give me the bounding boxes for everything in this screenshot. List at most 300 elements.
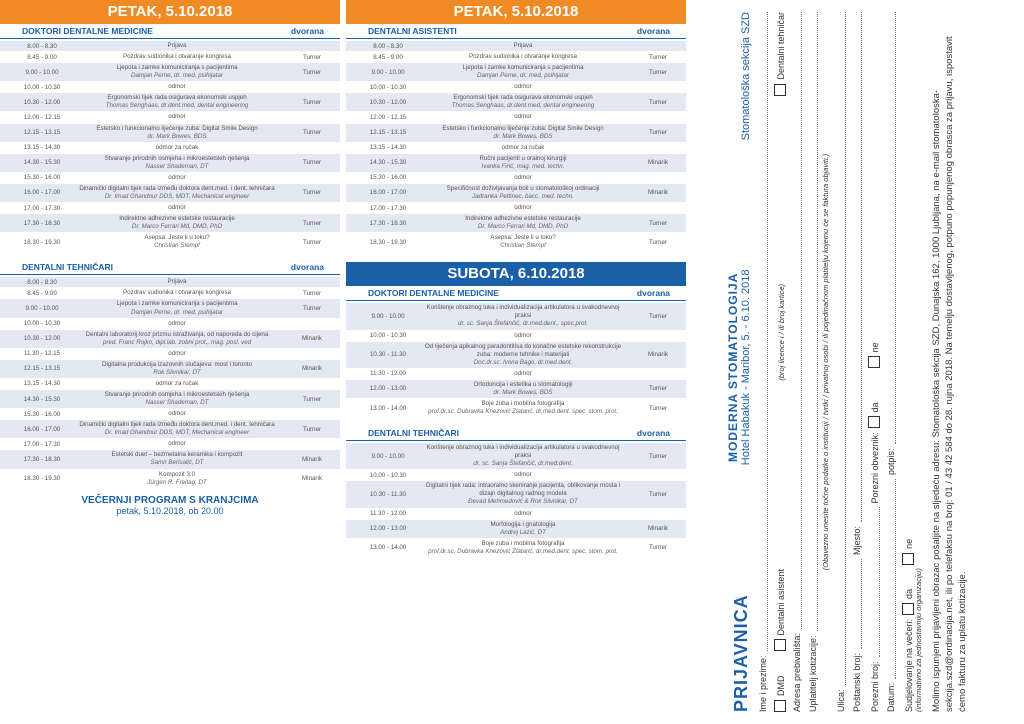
form-footer: Molimo ispunjeni prijavljeni obrazac pošaljite na sljedeću adresu: Stomatološka sekcija SZD, Dunajska 162, 1000 Ljubljana, na e-mail stomatoloska-sekcija.szd@ordinacija.net, ili po telefaksu na broj: 01 / 43 42 584 do 28. rujna 2018. Na temelju dostavljenog, potpuno popunjenog obrasca za prijavu, ispostavit ćemo fakturu za uplatu kotizacije. xyxy=(931,36,968,712)
left-program-column xyxy=(0,0,340,516)
place-label: Mjesto: xyxy=(852,525,862,555)
registration-form xyxy=(688,0,1024,724)
row-description xyxy=(70,360,284,378)
row-time: 8.45 - 9.00 xyxy=(0,288,70,298)
row-title: odmor xyxy=(514,471,532,479)
section-header xyxy=(346,24,686,39)
row-hall: Turner xyxy=(630,52,686,62)
row-speaker: Jürgen R. Freitag, DT xyxy=(147,478,207,486)
schedule-table xyxy=(346,442,686,558)
row-title: Estetsko i funkcionalno liječenje zuba: Digital Smile Design xyxy=(96,124,258,132)
row-description xyxy=(70,439,284,449)
row-hall: Minarik xyxy=(284,330,340,348)
schedule-row xyxy=(0,299,340,317)
row-hall: Turner xyxy=(284,214,340,232)
schedule-row xyxy=(346,82,686,92)
dinner-row xyxy=(902,12,914,712)
schedule-row xyxy=(0,420,340,438)
row-speaker: dr. Mark Bowes, BDS xyxy=(147,132,207,140)
dinner-no-checkbox[interactable] xyxy=(902,553,914,565)
row-time: 17.30 - 18.30 xyxy=(346,214,416,232)
row-title: Estetsko i funkcionalno liječenje zuba: Digital Smile Design xyxy=(442,124,604,132)
row-title: odmor xyxy=(168,319,186,327)
row-hall: Turner xyxy=(630,214,686,232)
row-description xyxy=(70,124,284,142)
schedule-row xyxy=(346,63,686,81)
row-title: Prijava xyxy=(167,42,187,49)
registration-form-panel xyxy=(688,0,1024,724)
row-speaker: Dr. Imad Ghandour DDS, MDT, Mechanical engineer xyxy=(104,429,250,437)
mid-sections xyxy=(346,24,686,252)
row-hall: Turner xyxy=(284,124,340,142)
row-speaker: Jadranka Pettinec, bacc. med. techn. xyxy=(472,192,574,200)
row-hall: Turner xyxy=(630,303,686,329)
day-header-friday: PETAK, 5.10.2018 xyxy=(0,0,340,24)
row-hall: Turner xyxy=(284,288,340,298)
row-speaker: dr. sc. Sanja Štefančić, dr.med.dent., spec.prot. xyxy=(458,320,588,328)
row-speaker: Dr. Imad Ghandour DDS, MDT, Mechanical engineer xyxy=(104,192,250,200)
row-description xyxy=(416,520,630,538)
row-title: Pozdrav sudionika i otvaranje kongresa xyxy=(122,53,231,61)
row-speaker: Christian Stempf xyxy=(500,242,546,250)
technician-checkbox[interactable] xyxy=(774,84,786,96)
schedule-row xyxy=(0,330,340,348)
row-hall: Turner xyxy=(284,390,340,408)
row-time: 11.30 - 12.00 xyxy=(346,509,416,519)
dmd-checkbox[interactable] xyxy=(774,700,786,712)
row-description xyxy=(70,330,284,348)
row-time: 17.30 - 18.30 xyxy=(0,214,70,232)
row-time: 8.45 - 9.00 xyxy=(0,52,70,62)
row-hall: Minarik xyxy=(630,184,686,202)
schedule-row xyxy=(346,154,686,172)
date-label: Datum: xyxy=(886,682,896,712)
schedule-row xyxy=(0,63,340,81)
schedule-row xyxy=(346,303,686,329)
row-description xyxy=(416,173,630,183)
row-title: odmor xyxy=(168,83,186,91)
row-time: 17.00 - 17.30 xyxy=(0,439,70,449)
row-title: odmor xyxy=(514,173,532,181)
row-time: 17.00 - 17.30 xyxy=(0,203,70,213)
hall-column-label: dvorana xyxy=(636,428,670,439)
tax-label: Porezni broj: xyxy=(870,661,880,712)
schedule-row xyxy=(0,112,340,122)
dinner-yes-checkbox[interactable] xyxy=(902,603,914,615)
schedule-row xyxy=(0,360,340,378)
row-description xyxy=(416,233,630,251)
schedule-row xyxy=(346,399,686,417)
schedule-row xyxy=(0,319,340,329)
hall-column-label: dvorana xyxy=(290,262,324,273)
row-description xyxy=(416,539,630,557)
evening-program-title: VEČERNJI PROGRAM S KRANJCIMA xyxy=(81,494,259,506)
row-time: 10.30 - 12.00 xyxy=(0,93,70,111)
row-time: 18.30 - 19.30 xyxy=(346,233,416,251)
row-title: Dentalni laboratorij kroz prizmu istraživanja, od naporeda do cijena xyxy=(85,330,269,338)
section-header xyxy=(346,426,686,441)
place-field[interactable] xyxy=(852,12,862,522)
row-title: odmor za ručak xyxy=(501,143,545,151)
row-description xyxy=(70,82,284,92)
row-title: Boje zuba i mobilna fotografija xyxy=(481,399,565,407)
row-hall: Turner xyxy=(630,233,686,251)
row-speaker: Christian Stempf xyxy=(154,242,200,250)
schedule-row xyxy=(346,173,686,183)
row-time: 9.00 - 10.00 xyxy=(0,63,70,81)
row-title: Ljepota i zamke komuniciranja s pacijentima xyxy=(116,300,238,308)
row-time: 10.00 - 10.30 xyxy=(0,82,70,92)
row-time: 10.30 - 11.30 xyxy=(346,342,416,368)
section-title: DOKTORI DENTALNE MEDICINE xyxy=(368,288,499,299)
payer-note: (Obavezno unesite točne podatke o instituciji / tvrtki / privatnoj osobi / ili pojedinačnom platitelju kojemu će se faktura objaviti.) xyxy=(821,153,830,571)
row-speaker: Damjan Perne, dr. med, psihijatar xyxy=(131,72,223,80)
row-title: Stvaranje prirodnih osmjeha i mikroestetskih rješenja xyxy=(104,391,250,398)
row-time: 8.00 - 8.30 xyxy=(346,41,416,51)
row-title: Indirektne adhezivne estetske restauracije xyxy=(465,215,581,223)
row-title: Korištenje obraznog luka i individualizacija artikulatora u svakodnevnoj praksi xyxy=(426,444,620,460)
row-hall xyxy=(284,41,340,51)
row-time: 14.30 - 15.30 xyxy=(0,154,70,172)
address-label: Adresa prebivališta: xyxy=(792,632,802,712)
event-info xyxy=(726,270,752,466)
row-time: 13.00 - 14.00 xyxy=(346,399,416,417)
row-description xyxy=(416,443,630,469)
middle-program-column xyxy=(346,0,686,558)
row-hall: Turner xyxy=(284,233,340,251)
row-hall xyxy=(630,203,686,213)
schedule-row xyxy=(0,52,340,62)
row-hall xyxy=(284,439,340,449)
address-field[interactable] xyxy=(792,12,802,629)
schedule-row xyxy=(0,214,340,232)
row-title: Stvaranje prirodnih osmjeha i mikroestetskih rješenja xyxy=(104,154,250,162)
schedule-row xyxy=(0,379,340,389)
row-description xyxy=(70,203,284,213)
row-description xyxy=(70,214,284,232)
row-time: 12.00 - 13.00 xyxy=(346,380,416,398)
section-header xyxy=(0,260,340,275)
row-description xyxy=(70,112,284,122)
name-field[interactable] xyxy=(758,12,768,651)
street-row xyxy=(836,12,846,712)
payer-field[interactable] xyxy=(808,12,818,631)
row-hall xyxy=(284,82,340,92)
row-hall xyxy=(630,112,686,122)
row-hall: Turner xyxy=(630,539,686,557)
schedule-row xyxy=(0,184,340,202)
row-time: 11.30 - 12.15 xyxy=(0,349,70,359)
assistant-label: Dentalni asistent xyxy=(776,568,786,636)
schedule-row xyxy=(346,184,686,202)
row-time: 9.00 - 10.00 xyxy=(346,443,416,469)
row-description xyxy=(70,390,284,408)
schedule-table xyxy=(0,40,340,252)
payer-label: Uplatitelj kotizacije: xyxy=(808,635,818,712)
row-description xyxy=(416,93,630,111)
row-speaker: Rok Slivnikar, DT xyxy=(153,368,201,376)
tax-row xyxy=(868,12,880,712)
street-label: Ulica: xyxy=(836,689,846,712)
tax-field[interactable] xyxy=(870,507,880,657)
row-description xyxy=(70,154,284,172)
row-title: Asepsa: Jeste li u toku? xyxy=(144,234,210,242)
schedule-row xyxy=(0,93,340,111)
row-hall: Minarik xyxy=(630,154,686,172)
row-description xyxy=(70,93,284,111)
row-hall: Turner xyxy=(630,63,686,81)
row-hall xyxy=(284,203,340,213)
row-time: 16.00 - 17.00 xyxy=(0,184,70,202)
row-description xyxy=(70,470,284,488)
schedule-row xyxy=(346,369,686,379)
row-title: Korištenje obraznog luka i individualizacija artikulatora u svakodnevnoj praksi xyxy=(426,304,620,320)
row-hall: Minarik xyxy=(284,470,340,488)
row-time: 10.00 - 10.30 xyxy=(0,319,70,329)
schedule-row xyxy=(346,203,686,213)
row-hall: Turner xyxy=(630,443,686,469)
row-hall xyxy=(630,470,686,480)
schedule-row xyxy=(346,331,686,341)
row-hall: Turner xyxy=(630,380,686,398)
row-description xyxy=(70,319,284,329)
row-description xyxy=(70,299,284,317)
row-speaker: Samir Berisalić, DT xyxy=(150,459,204,467)
street-field[interactable] xyxy=(836,12,846,685)
row-title: odmor xyxy=(514,83,532,91)
row-hall xyxy=(630,369,686,379)
row-hall: Minarik xyxy=(284,360,340,378)
hall-column-label: dvorana xyxy=(290,26,324,36)
section-name: Stomatološka sekcija SZD xyxy=(740,12,752,141)
schedule-row xyxy=(0,450,340,468)
section-header xyxy=(0,24,340,39)
row-speaker: pred. Franc Rojko, dipl.lab. zobni prot., mag. posl. ved xyxy=(102,338,252,346)
name-row xyxy=(758,12,768,712)
row-speaker: Thomas Senghaas, dr.dent.med, dental engineering xyxy=(451,102,595,110)
row-description xyxy=(70,233,284,251)
row-description xyxy=(416,369,630,379)
row-time: 14.30 - 15.30 xyxy=(0,390,70,408)
row-title: Digitalna produkcija izazovnih slučajeva: most i toronto xyxy=(102,360,252,368)
date-row xyxy=(886,12,896,712)
dinner-yes-label: da xyxy=(904,588,914,599)
day-header-friday-2: PETAK, 5.10.2018 xyxy=(346,0,686,24)
row-time: 18.30 - 19.30 xyxy=(0,470,70,488)
row-description xyxy=(70,379,284,389)
row-time: 12.15 - 13.15 xyxy=(0,124,70,142)
row-description xyxy=(70,41,284,51)
row-hall: Turner xyxy=(284,63,340,81)
event-name: MODERNA STOMATOLOGIJA xyxy=(726,272,740,462)
schedule-row xyxy=(346,481,686,507)
schedule-table xyxy=(346,302,686,418)
schedule-row xyxy=(0,154,340,172)
row-title: odmor za ručak xyxy=(155,379,199,387)
row-time: 9.00 - 10.00 xyxy=(346,63,416,81)
row-title: Morfologija i gnatologija xyxy=(490,520,556,528)
schedule-row xyxy=(0,288,340,298)
row-hall: Minarik xyxy=(284,450,340,468)
row-title: Ljepota i zamke komuniciranja s pacijentima xyxy=(462,64,584,72)
row-hall xyxy=(630,82,686,92)
row-speaker: Doc.dr.sc. Ivona Bago, dr.med.dent. xyxy=(473,358,573,366)
section-header xyxy=(346,286,686,301)
row-description xyxy=(416,509,630,519)
form-header xyxy=(696,12,752,712)
row-hall: Turner xyxy=(284,299,340,317)
row-title: Ručni pacijenti u oralnoj kirurgiji xyxy=(479,154,567,162)
row-title: odmor xyxy=(168,204,186,211)
row-time: 10.30 - 11.30 xyxy=(346,481,416,507)
left-sections xyxy=(0,24,340,489)
row-hall: Minarik xyxy=(630,342,686,368)
sign-field[interactable] xyxy=(886,12,896,444)
row-title: Boje zuba i mobilna fotografija xyxy=(481,539,565,547)
schedule-row xyxy=(0,470,340,488)
row-description xyxy=(70,288,284,298)
row-hall xyxy=(284,173,340,183)
row-speaker: dr. Mark Bowes, BDS xyxy=(493,388,553,396)
schedule-row xyxy=(346,233,686,251)
row-speaker: Đevad Mehmedović & Rok Slivnikar, DT xyxy=(468,498,578,506)
event-place: Hotel Habakuk - Maribor, 5. - 6.10. 2018 xyxy=(740,269,752,466)
row-hall xyxy=(284,319,340,329)
schedule-row xyxy=(346,93,686,111)
row-hall xyxy=(630,41,686,51)
schedule-row xyxy=(0,349,340,359)
address-row xyxy=(792,12,802,712)
schedule-row xyxy=(0,173,340,183)
row-time: 12.00 - 12.15 xyxy=(0,112,70,122)
row-description xyxy=(416,380,630,398)
row-speaker: prof.dr.sc. Dubravka Knezović Zlatarić, dr.med.dent. spec. stom. prot. xyxy=(428,408,618,415)
row-time: 16.00 - 17.00 xyxy=(0,420,70,438)
row-title: Specifičnost doživljavanja boli u stomatološkoj ordinaciji xyxy=(446,184,600,192)
taxpayer-no-label: ne xyxy=(870,342,880,353)
row-title: Prijava xyxy=(513,42,533,49)
row-hall xyxy=(284,349,340,359)
row-time: 12.15 - 13.15 xyxy=(0,360,70,378)
post-field[interactable] xyxy=(852,559,862,649)
row-description xyxy=(70,409,284,419)
row-time: 15.30 - 16.00 xyxy=(0,409,70,419)
row-speaker: dr. sc. Sanja Štefančić, dr.med.dent. xyxy=(473,460,573,468)
post-row xyxy=(852,12,862,712)
row-title: Indirektne adhezivne estetske restauracije xyxy=(119,215,235,223)
row-title: odmor xyxy=(514,331,532,339)
schedule-row xyxy=(346,539,686,557)
schedule-row xyxy=(346,470,686,480)
row-title: odmor xyxy=(514,509,532,517)
schedule-row xyxy=(346,342,686,368)
row-time: 17.00 - 17.30 xyxy=(346,203,416,213)
row-title: odmor xyxy=(168,113,186,121)
row-hall xyxy=(630,331,686,341)
row-title: Od liječenja apikalnog paradontitisa do konačne estetske rekonstrukcije zuba: moderne tehnike i materijali xyxy=(424,342,622,358)
schedule-row xyxy=(0,203,340,213)
row-hall xyxy=(630,143,686,153)
row-description xyxy=(70,420,284,438)
row-description xyxy=(70,52,284,62)
taxpayer-no-checkbox[interactable] xyxy=(868,356,880,368)
row-description xyxy=(416,303,630,329)
schedule-row xyxy=(0,409,340,419)
row-title: Dinamički digitalni tijek rada između doktora dent.med. i dent. tehničara xyxy=(79,184,275,192)
assistant-checkbox[interactable] xyxy=(774,640,786,652)
row-title: Prijava xyxy=(167,278,187,286)
schedule-row xyxy=(346,41,686,51)
row-title: odmor xyxy=(514,113,532,121)
schedule-row xyxy=(346,380,686,398)
dmd-label: DMD xyxy=(776,675,786,696)
row-title: Dinamički digitalni tijek rada između doktora dent.med. i dent. tehničara xyxy=(79,421,275,429)
row-speaker: Nasser Shademan, DT xyxy=(145,399,209,407)
schedule-row xyxy=(346,214,686,232)
row-title: Ljepota i zamke komuniciranja s pacijentima xyxy=(116,64,238,72)
row-speaker: Dr. Marco Ferrari Md, DMD, PhD xyxy=(477,223,569,231)
row-time: 13.15 - 14.30 xyxy=(0,143,70,153)
row-speaker: Damjan Perne, dr. med, psihijatar xyxy=(131,308,223,316)
dinner-label: Sudjelovanje na večeri: xyxy=(904,618,914,712)
row-description xyxy=(416,203,630,213)
row-hall xyxy=(284,277,340,287)
row-hall xyxy=(630,173,686,183)
row-title: Ergonomski tijek rada osigurava ekonomski uspjeh xyxy=(453,94,593,102)
schedule-row xyxy=(0,41,340,51)
name-label: Ime i prezime: xyxy=(758,655,768,712)
row-description xyxy=(416,331,630,341)
row-hall xyxy=(630,509,686,519)
row-time: 8.00 - 8.30 xyxy=(0,277,70,287)
hall-column-label: dvorana xyxy=(636,26,670,36)
row-speaker: Ivanka Firić, mag. med. techn. xyxy=(481,162,565,170)
row-title: Ergonomski tijek rada osigurava ekonomski uspjeh xyxy=(107,94,247,102)
row-time: 15.30 - 16.00 xyxy=(0,173,70,183)
row-description xyxy=(70,143,284,153)
date-field[interactable] xyxy=(886,479,896,679)
row-time: 10.30 - 12.00 xyxy=(346,93,416,111)
schedule-row xyxy=(0,277,340,287)
schedule-row xyxy=(0,82,340,92)
row-description xyxy=(416,481,630,507)
row-speaker: dr. Mark Bowes, BDS xyxy=(493,132,553,140)
dinner-note: (informativno za jednostavniju organizaciju) xyxy=(914,568,923,712)
row-title: Digitalni tijek rada: intraoralno skeniranje pacijenta, oblikovanje mosta i dizajn digitalnog radnog modela xyxy=(426,482,620,498)
row-time: 12.00 - 12.15 xyxy=(346,112,416,122)
row-description xyxy=(416,112,630,122)
row-time: 11.30 - 12.00 xyxy=(346,369,416,379)
row-title: odmor xyxy=(514,369,532,377)
row-time: 10.30 - 12.00 xyxy=(0,330,70,348)
row-hall: Turner xyxy=(284,52,340,62)
row-title: odmor xyxy=(168,440,186,448)
row-time: 14.30 - 15.30 xyxy=(346,154,416,172)
form-title: PRIJAVNICA xyxy=(731,594,751,712)
row-description xyxy=(70,173,284,183)
payer-row xyxy=(808,12,818,712)
row-description xyxy=(416,399,630,417)
row-time: 10.00 - 10.30 xyxy=(346,331,416,341)
row-speaker: Dr. Marco Ferrari Md, DMD, PhD xyxy=(131,223,223,231)
row-hall: Turner xyxy=(630,481,686,507)
section-title: DENTALNI TEHNIČARI xyxy=(22,262,113,273)
schedule-row xyxy=(0,439,340,449)
taxpayer-yes-checkbox[interactable] xyxy=(868,416,880,428)
schedule-row xyxy=(0,124,340,142)
taxpayer-yes-label: da xyxy=(870,402,880,413)
row-time: 10.00 - 10.30 xyxy=(346,470,416,480)
